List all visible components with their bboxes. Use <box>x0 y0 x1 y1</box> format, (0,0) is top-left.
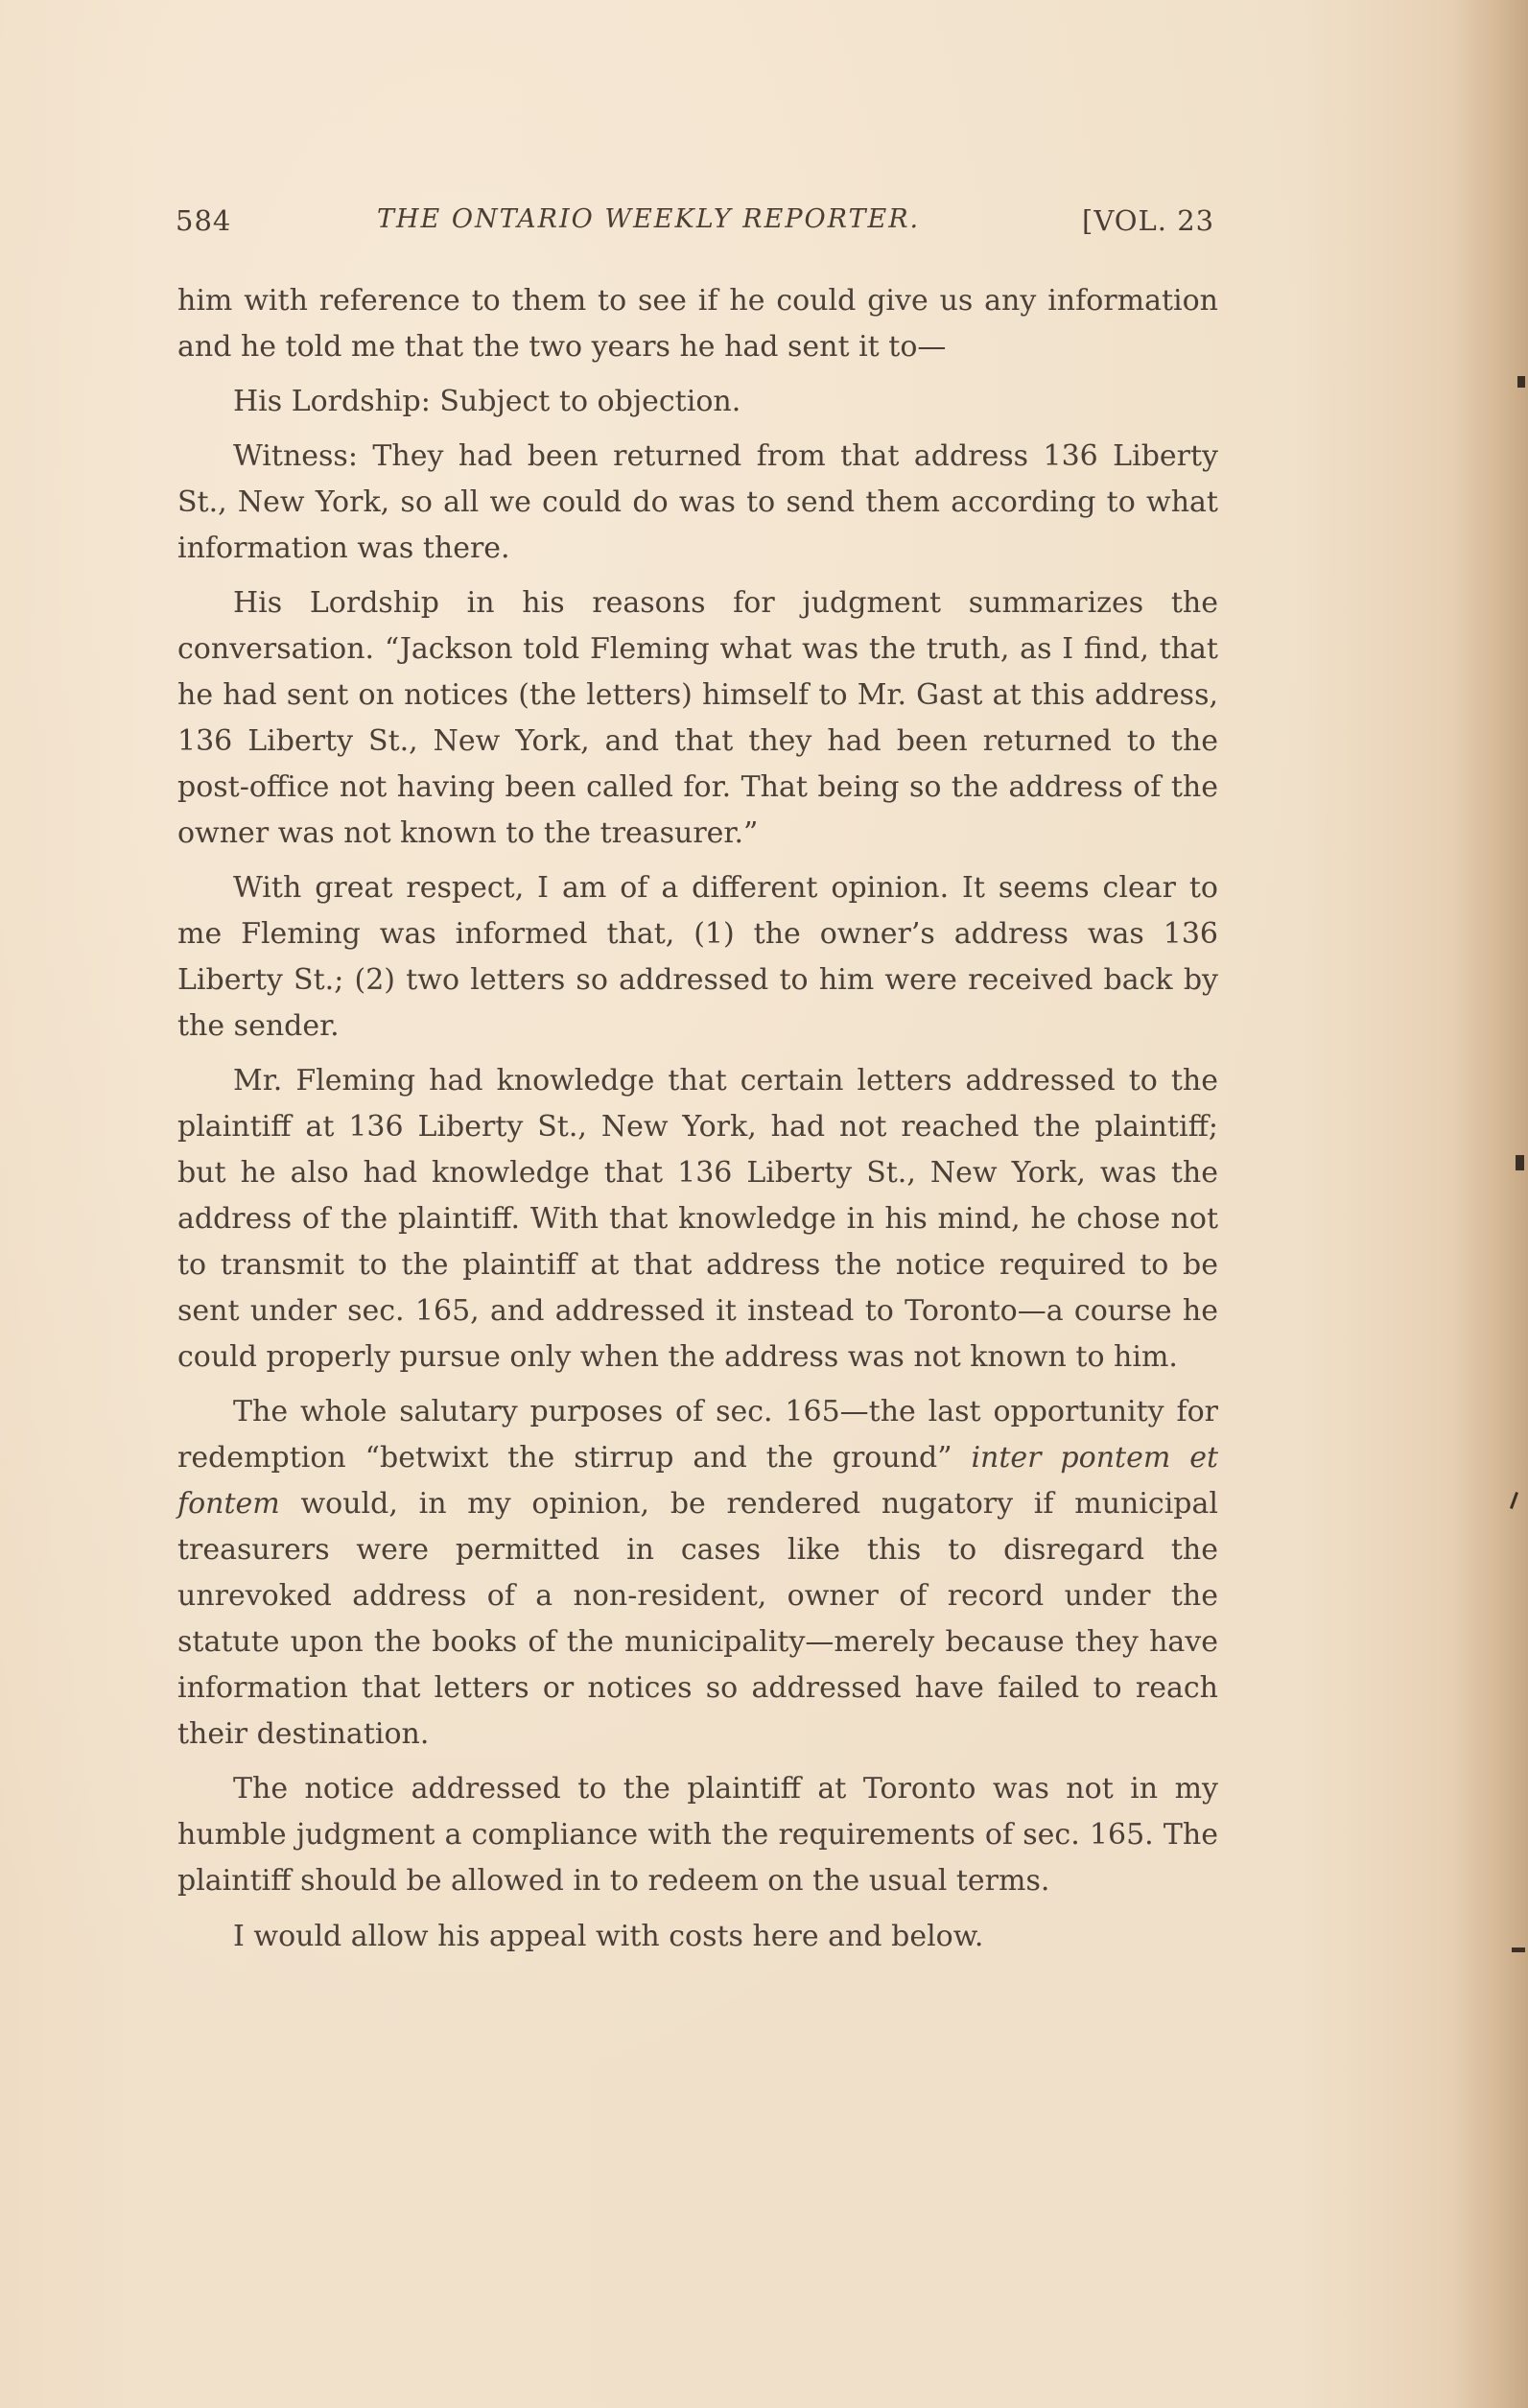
paragraph: His Lordship: Subject to objection. <box>233 385 741 418</box>
body-text <box>177 278 1218 1969</box>
paragraph-text: would, in my opinion, be rendered nugatory if municipal treasurers were permitted in cases like this to disregard the unrevoked address of a non-resident, owner of record under the statute upon the books of the municipality—merely because they have information that letters or notices so addressed have failed to reach their destination. <box>177 1487 1218 1751</box>
paragraph: With great respect, I am of a different opinion. It seems clear to me Fleming was informed that, (1) the owner’s address was 136 Liberty St.; (2) two letters so addressed to him were received back by the sender. <box>177 871 1218 1043</box>
running-header <box>176 197 1221 250</box>
paragraph: Mr. Fleming had knowledge that certain letters addressed to the plaintiff at 136 Liberty St., New York, had not reached the plaintiff; but he also had knowledge that 136 Liberty St., New York, was the address of the plaintiff. With that knowledge in his mind, he chose not to transmit to the plaintiff at that address the notice required to be sent under sec. 165, and addressed it instead to Toronto—a course he could properly pursue only when the address was not known to him. <box>177 1064 1218 1374</box>
paragraph: him with reference to them to see if he could give us any information and he told me that the two years he had sent it to— <box>177 284 1218 364</box>
paragraph: I would allow his appeal with costs here and below. <box>233 1920 984 1953</box>
latin-phrase: inter pontem et fontem <box>177 1441 1218 1521</box>
paragraph-text: The whole salutary purposes of sec. 165—the last opportunity for redemption “betwixt the stirrup and the ground” <box>177 1395 1218 1475</box>
running-title: THE ONTARIO WEEKLY REPORTER. <box>377 204 921 234</box>
volume-number: [VOL. 23 <box>1082 204 1215 237</box>
paragraph: Witness: They had been returned from that address 136 Liberty St., New York, so all we could do was to send them according to what information was there. <box>177 439 1218 565</box>
margin-speck <box>1516 1155 1524 1170</box>
paragraph <box>177 1389 1218 1758</box>
page-number: 584 <box>176 204 232 237</box>
page-edge-shadow <box>1451 0 1528 2408</box>
paragraph: His Lordship in his reasons for judgment summarizes the conversation. “Jackson told Fleming what was the truth, as I find, that he had sent on notices (the letters) himself to Mr. Gast at this address, 136 Liberty St., New York, and that they had been returned to the post-office not having been called for. That being so the address of the owner was not known to the treasurer.” <box>177 586 1218 850</box>
margin-speck <box>1512 1948 1525 1952</box>
margin-speck <box>1517 376 1525 388</box>
paragraph: The notice addressed to the plaintiff at Toronto was not in my humble judgment a compliance with the requirements of sec. 165. The plaintiff should be allowed in to redeem on the usual terms. <box>177 1772 1218 1898</box>
